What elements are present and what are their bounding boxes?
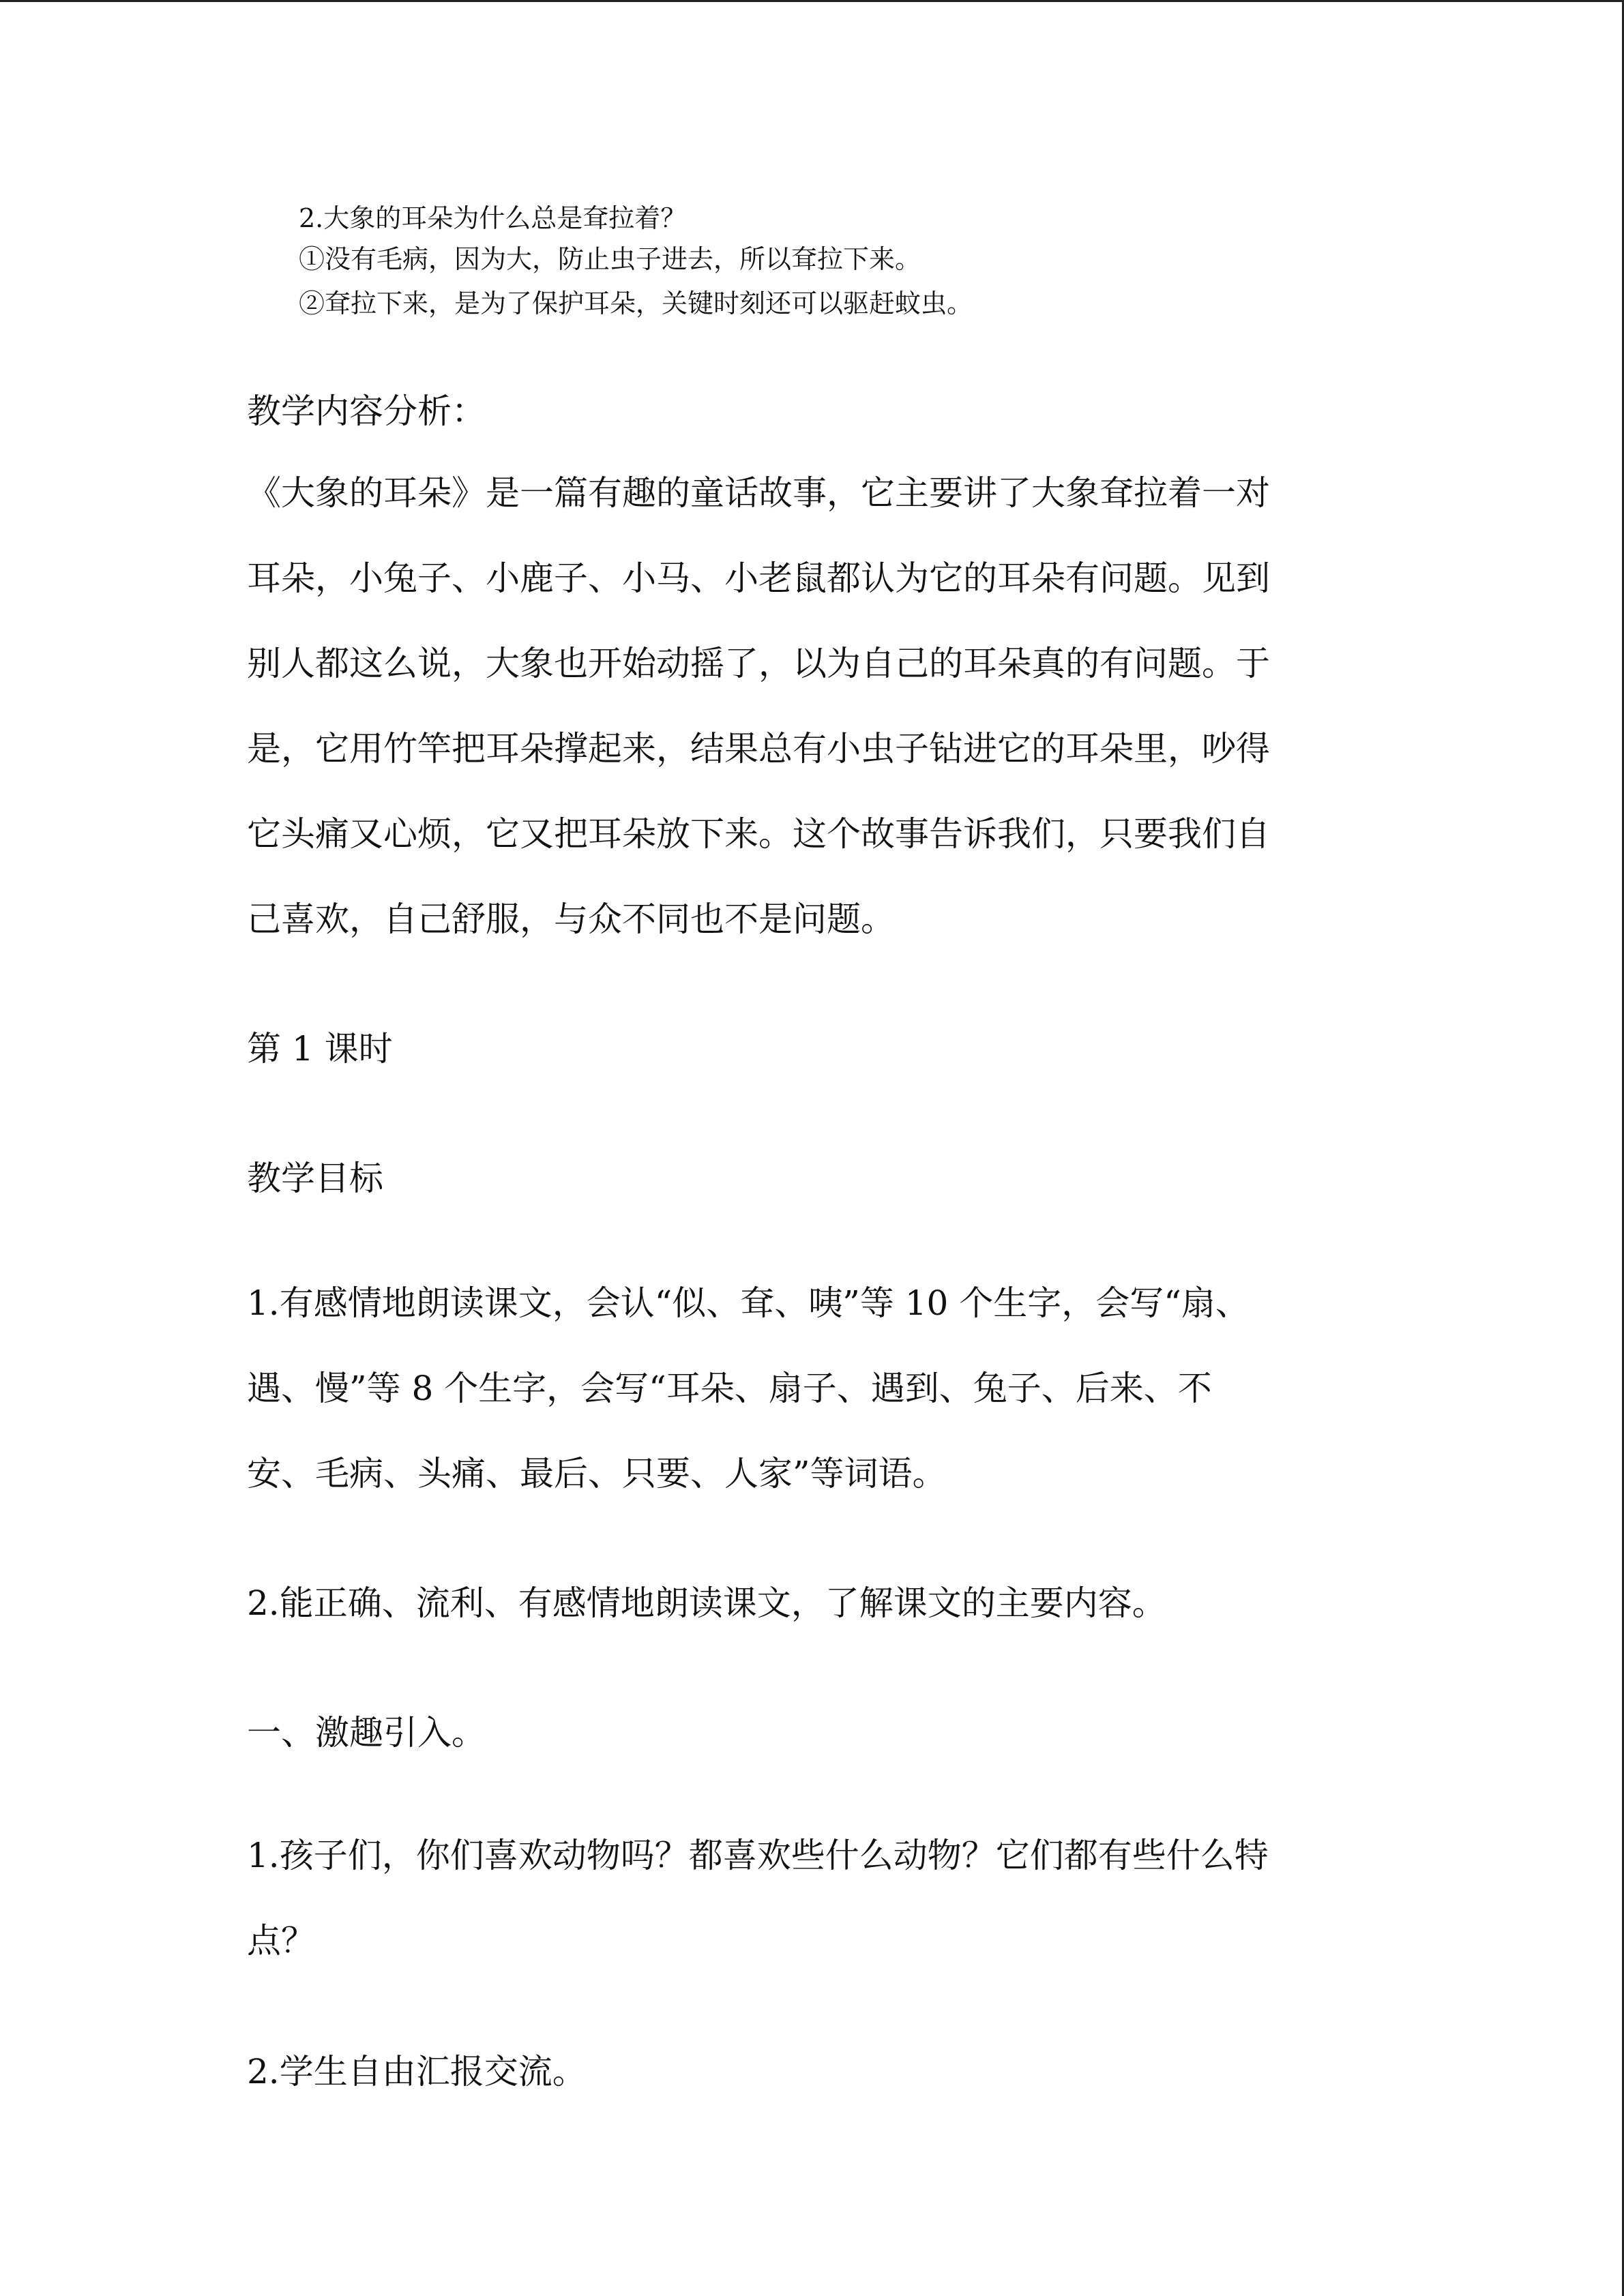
intro-question: 2.大象的耳朵为什么总是耷拉着？: [299, 203, 687, 233]
step-1-line: 点？: [247, 1921, 315, 1960]
goal-1-line: 遇、慢”等 8 个生字，会写“耳朵、扇子、遇到、兔子、后来、不: [247, 1369, 1212, 1408]
analysis-heading: 教学内容分析：: [247, 391, 486, 431]
lesson-period-title: 第 1 课时: [247, 1029, 393, 1069]
analysis-line: 耳朵，小兔子、小鹿子、小马、小老鼠都认为它的耳朵有问题。见到: [247, 558, 1270, 598]
step-1-line: 1.孩子们，你们喜欢动物吗？都喜欢些什么动物？它们都有些什么特: [247, 1836, 1269, 1875]
teaching-goals-heading: 教学目标: [247, 1159, 383, 1198]
intro-answer-2: ②耷拉下来，是为了保护耳朵，关键时刻还可以驱赶蚊虫。: [299, 288, 973, 318]
analysis-line: 别人都这么说，大象也开始动摇了，以为自己的耳朵真的有问题。于: [247, 644, 1270, 683]
step-2: 2.学生自由汇报交流。: [247, 2052, 587, 2091]
section-heading-1: 一、激趣引入。: [247, 1713, 486, 1753]
analysis-line: 是，它用竹竿把耳朵撑起来，结果总有小虫子钻进它的耳朵里，吵得: [247, 729, 1270, 769]
analysis-line: 《大象的耳朵》是一篇有趣的童话故事，它主要讲了大象耷拉着一对: [247, 473, 1270, 513]
analysis-line: 它头痛又心烦，它又把耳朵放下来。这个故事告诉我们，只要我们自: [247, 814, 1270, 854]
goal-1-line: 安、毛病、头痛、最后、只要、人家”等词语。: [247, 1454, 947, 1493]
intro-answer-1: ①没有毛病，因为大，防止虫子进去，所以耷拉下来。: [299, 244, 921, 274]
goal-2: 2.能正确、流利、有感情地朗读课文，了解课文的主要内容。: [247, 1583, 1166, 1623]
page-top-border: [0, 0, 1624, 2]
analysis-line: 己喜欢，自己舒服，与众不同也不是问题。: [247, 899, 895, 939]
goal-1-line: 1.有感情地朗读课文，会认“似、耷、咦”等 10 个生字，会写“扇、: [247, 1283, 1250, 1323]
